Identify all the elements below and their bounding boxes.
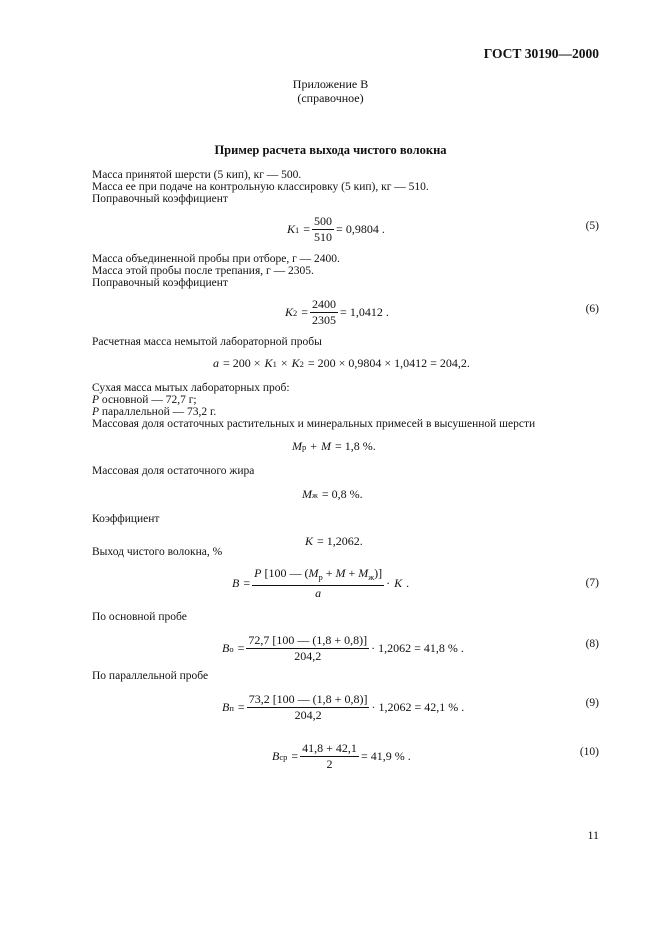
text-line: Массовая доля остаточных растительных и минеральных примесей в высушенной шерсти [92, 418, 536, 430]
fraction [312, 215, 334, 244]
eq-subscript: о [229, 643, 234, 654]
eq-symbol: K [305, 534, 314, 548]
eq-symbol: K [264, 356, 273, 370]
numerator: 73,2 [100 — (1,8 + 0,8)] [248, 692, 368, 706]
eq-symbol: M [302, 487, 312, 501]
eq-subscript: ср [279, 751, 288, 762]
eq-sign: = [301, 305, 309, 319]
denominator: 204,2 [294, 649, 322, 663]
text-line: По параллельной пробе [92, 670, 209, 682]
eq-result: = 1,2062. [317, 534, 363, 548]
equation-lab-mass [213, 356, 470, 371]
equation-number: (10) [579, 746, 599, 758]
numerator: 41,8 + 42,1 [302, 741, 357, 755]
fraction [247, 693, 370, 722]
eq-result: = 0,8 %. [321, 487, 363, 501]
denominator: 2 [326, 757, 333, 771]
eq-symbol: K [287, 222, 296, 236]
text-line: По основной пробе [92, 611, 187, 623]
eq-symbol: M [358, 566, 369, 580]
eq-result: = 1,0412 . [340, 305, 389, 319]
fraction [300, 742, 359, 771]
eq-part: . [406, 576, 410, 590]
text-line: Поправочный коэффициент [92, 193, 228, 205]
denominator: 510 [314, 230, 333, 244]
eq-part: [100 — ( [264, 566, 309, 580]
section-heading: Пример расчета выхода чистого волокна [214, 143, 447, 157]
eq-sign: = [237, 700, 245, 714]
text-line: Масса принятой шерсти (5 кип), кг — 500. [92, 169, 302, 181]
eq-symbol: M [335, 566, 346, 580]
text-line: Коэффициент [92, 513, 160, 525]
eq-symbol: a [213, 356, 219, 370]
fraction [310, 298, 338, 327]
eq-symbol: B [272, 749, 280, 763]
equation-number: (5) [585, 220, 599, 232]
text-line: Поправочный коэффициент [92, 277, 228, 289]
fraction [246, 634, 369, 663]
numerator: 2400 [312, 297, 337, 311]
eq-subscript: 1 [272, 358, 277, 369]
eq-subscript: р [302, 441, 307, 452]
denominator: 2305 [312, 313, 337, 327]
eq-part: = 200 × [223, 356, 261, 370]
eq-symbol: P [254, 566, 262, 580]
eq-result: = 41,9 % . [360, 749, 411, 763]
eq-result: · 1,2062 = 42,1 % . [371, 700, 465, 714]
numerator: 500 [314, 214, 333, 228]
equation-number: (6) [585, 303, 599, 315]
equation-impurities [292, 439, 376, 454]
eq-symbol: M [292, 439, 302, 453]
equation-7 [232, 567, 409, 600]
standard-number: ГОСТ 30190—2000 [483, 46, 599, 61]
equation-coefficient [305, 534, 363, 549]
fraction [252, 567, 384, 600]
eq-symbol: K [394, 576, 403, 590]
text-line: Сухая масса мытых лабораторных проб: [92, 382, 290, 394]
text-line: Масса этой пробы после трепания, г — 2305. [92, 265, 314, 277]
equation-9 [222, 693, 464, 722]
eq-subscript: 2 [293, 307, 298, 318]
equation-8 [222, 634, 464, 663]
eq-subscript: ж [368, 572, 375, 582]
eq-symbol: K [291, 356, 300, 370]
eq-symbol: B [222, 700, 230, 714]
equation-number: (9) [585, 697, 599, 709]
eq-sign: × [280, 356, 288, 370]
equation-5 [287, 215, 385, 244]
eq-symbol: K [285, 305, 294, 319]
eq-result: · 1,2062 = 41,8 % . [371, 641, 464, 655]
equation-number: (8) [585, 638, 599, 650]
text-line: Расчетная масса немытой лабораторной пробы [92, 336, 322, 348]
eq-sign: + [310, 439, 318, 453]
appendix-type: (справочное) [297, 91, 364, 105]
text-line: Масса объединенной пробы при отборе, г — 2400. [92, 253, 340, 265]
text-line: Массовая доля остаточного жира [92, 465, 255, 477]
eq-symbol: B [232, 576, 240, 590]
numerator [252, 567, 384, 586]
appendix-title: Приложение В [292, 77, 369, 91]
text-line: Выход чистого волокна, % [92, 546, 223, 558]
equation-10 [272, 742, 411, 771]
eq-symbol: B [222, 641, 230, 655]
eq-result: = 1,8 %. [335, 439, 376, 453]
eq-subscript: ж [312, 489, 318, 500]
symbol-p: P [92, 394, 100, 406]
eq-sign: = [291, 749, 299, 763]
page-number: 11 [587, 828, 599, 842]
eq-subscript: 2 [299, 358, 304, 369]
eq-part: = 200 × 0,9804 × 1,0412 = 204,2. [307, 356, 470, 370]
sample-parallel: параллельной — 73,2 г. [101, 406, 217, 418]
eq-part: )] [374, 566, 383, 580]
eq-subscript: 1 [295, 224, 300, 235]
equation-number: (7) [585, 577, 599, 589]
symbol-p: P [92, 406, 100, 418]
text-line: Масса ее при подаче на контрольную классировку (5 кип), кг — 510. [92, 181, 429, 193]
eq-sign: = [243, 576, 251, 590]
equation-6 [285, 298, 389, 327]
sample-main: основной — 72,7 г; [101, 394, 197, 406]
eq-sign: · [386, 576, 391, 590]
denominator: 204,2 [294, 708, 322, 722]
eq-symbol: M [308, 566, 319, 580]
eq-subscript: р [318, 572, 323, 582]
denominator: a [315, 586, 322, 600]
eq-sign: = [237, 641, 245, 655]
eq-result: = 0,9804 . [336, 222, 385, 236]
equation-fat [302, 487, 363, 502]
eq-sign: + [348, 566, 356, 580]
eq-symbol: M [321, 439, 332, 453]
eq-sign: + [325, 566, 333, 580]
eq-subscript: п [229, 702, 234, 713]
eq-sign: = [303, 222, 311, 236]
numerator: 72,7 [100 — (1,8 + 0,8)] [248, 633, 368, 647]
